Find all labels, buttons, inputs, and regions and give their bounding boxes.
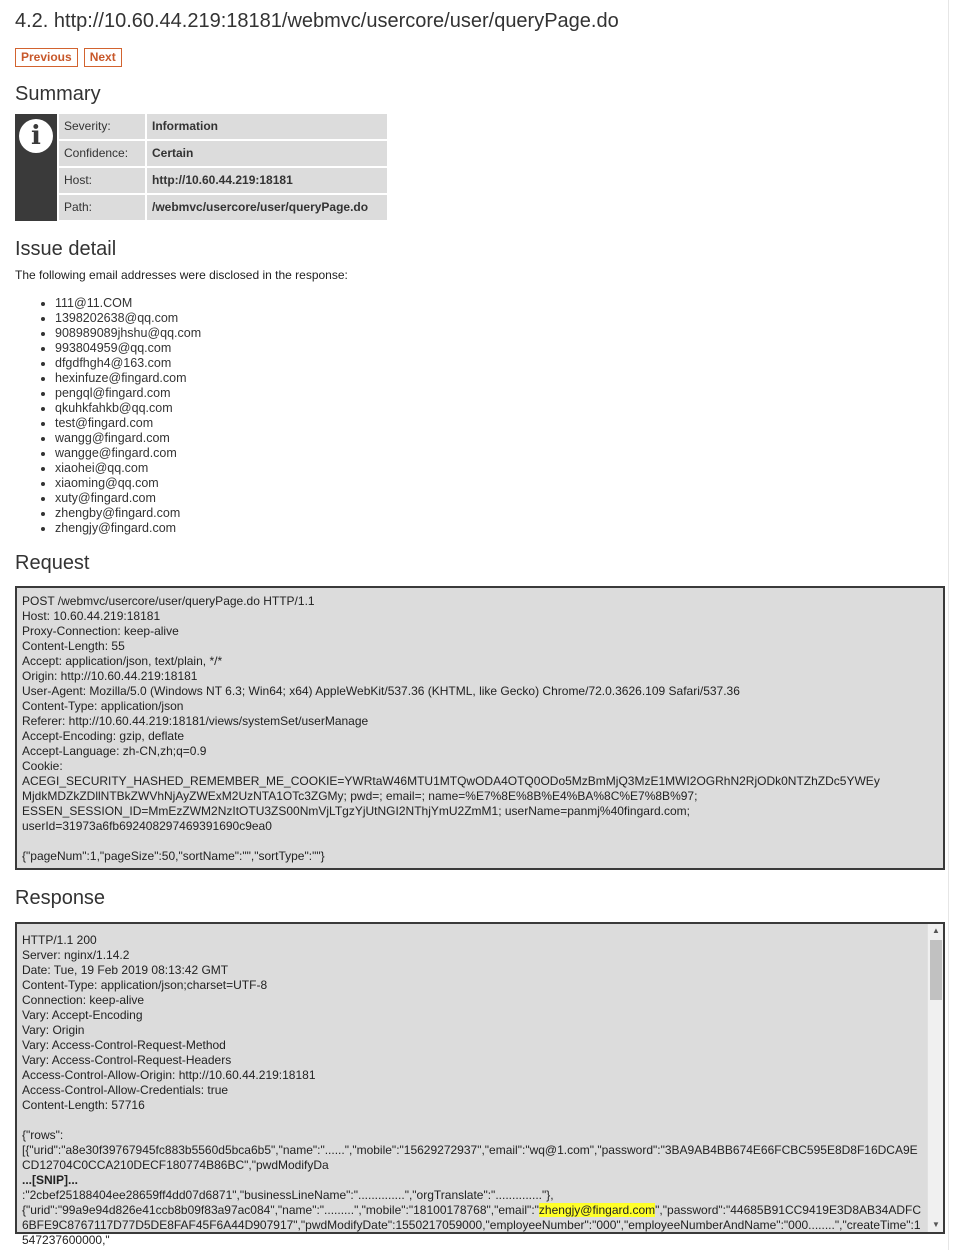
info-icon: i — [19, 119, 53, 153]
list-item: • 993804959@qq.com — [55, 341, 201, 356]
request-panel[interactable] — [15, 586, 945, 870]
summary-heading: Summary — [15, 83, 101, 105]
list-item: • xiaohei@qq.com — [55, 461, 201, 476]
list-item: • zhengjy@fingard.com — [55, 521, 201, 536]
request-text: POST /webmvc/usercore/user/queryPage.do HTTP/1.1 Host: 10.60.44.219:18181 Proxy-Connection: keep-alive Content-Length: 55 Accept: application/json, text/plain, */* Origin: http://10.60.44.219:18181 User-Agent: Mozilla/5.0 (Windows NT 6.3; Win64; x64) AppleWebKit/537.36 (KHTML, like Gecko) Chrome/72.0.3626.109 Safari/537.36 Content-Type: application/json Referer: http://10.60.44.219:18181/views/systemSet/userManage Accept-Encoding: gzip, deflate Accept-Language: zh-CN,zh;q=0.9 Cookie: ACEGI_SECURITY_HASHED_REMEMBER_ME_COOKIE=YWRtaW46MTU1MTQwODA4OTQ0ODo5MzBmMjQ3MzE1MWI2OGRhN2RjODk0NTZhZDc5YWEy MjdkMDZkZDllNTBkZWVhNjAyZWExM2UzNTA1OTc3ZGMy; pwd=; email=; name=%E7%8E%8B%E4%BA%8C%E7%8B%97; ESSEN_SESSION_ID=MmEzZWM2NzItOTU3ZS00NmVjLTgzYjUtNGI2NThjYmU2ZmM1; userName=panmj%40fingard.com; userId=31973a6fb692408297469391690c9ea0 {"pageNum":1,"pageSize":50,"sortName":"","sortType":""} — [22, 594, 880, 863]
issue-navigation — [15, 48, 128, 67]
highlighted-email: zhengjy@fingard.com — [538, 1203, 656, 1217]
list-item: • wangge@fingard.com — [55, 446, 201, 461]
list-item: • qkuhkfahkb@qq.com — [55, 401, 201, 416]
list-item: • xuty@fingard.com — [55, 491, 201, 506]
snip-marker: ...[SNIP]... — [22, 1173, 79, 1187]
response-body-rest: ","password":"44685B91CC9419E3D8AB34ADFC6BFE9C8767117D77D5DE8FAF45F6A44D907917","pwdModifyDate":1550217059000,"employeeNumber":"000","employeeNumberAndName":"000........","createTime":1547237600000," — [22, 1203, 922, 1247]
summary-label: Confidence: — [59, 141, 145, 166]
list-item: • test@fingard.com — [55, 416, 201, 431]
scroll-down-arrow-icon[interactable]: ▼ — [932, 1220, 940, 1229]
request-heading: Request — [15, 552, 90, 574]
list-item: • zhengby@fingard.com — [55, 506, 201, 521]
issue-detail-heading: Issue detail — [15, 238, 117, 260]
response-panel[interactable] — [15, 922, 945, 1247]
previous-button[interactable]: Previous — [15, 48, 78, 67]
summary-value: http://10.60.44.219:18181 — [147, 168, 387, 193]
list-item: • pengql@fingard.com — [55, 386, 201, 401]
issue-title: 4.2. http://10.60.44.219:18181/webmvc/usercore/user/queryPage.do — [15, 10, 619, 32]
scroll-up-arrow-icon[interactable]: ▲ — [932, 926, 940, 935]
list-item: • 1398202638@qq.com — [55, 311, 201, 326]
page-right-border — [948, 0, 949, 1250]
list-item: • 111@11.COM — [55, 296, 201, 311]
next-button[interactable]: Next — [84, 48, 122, 67]
summary-value: Information — [147, 114, 387, 139]
summary-label: Severity: — [59, 114, 145, 139]
response-text — [22, 933, 923, 1248]
list-item: • wangg@fingard.com — [55, 431, 201, 446]
response-headers: HTTP/1.1 200 Server: nginx/1.14.2 Date: Tue, 19 Feb 2019 08:13:42 GMT Content-Type: application/json;charset=UTF-8 Connection: keep-alive Vary: Accept-Encoding Vary: Origin Vary: Access-Control-Request-Method Vary: Access-Control-Request-Headers Access-Control-Allow-Origin: http://10.60.44.219:18181 Access-Control-Allow-Credentials: true Content-Length: 57716 {"rows": [{"urid":"a8e30f39767945fc883b5560d5bca6b5","name":"......","mobile":"15629272937","email":"wq@1.com","password":"3BA9AB4BB674E66FCBC595E8D8F16DCA9ECD12704C0CCA210DECF180774B86BC","pwdModifyDa — [22, 933, 918, 1172]
summary-value: /webmvc/usercore/user/queryPage.do — [147, 195, 387, 220]
scrollbar-thumb[interactable] — [930, 940, 942, 1000]
response-scrollbar[interactable] — [927, 924, 943, 1232]
summary-label: Path: — [59, 195, 145, 220]
list-item: • xiaoming@qq.com — [55, 476, 201, 491]
issue-detail-intro: The following email addresses were disclosed in the response: — [15, 268, 348, 282]
response-heading: Response — [15, 887, 106, 909]
email-list — [15, 296, 201, 536]
list-item: • hexinfuze@fingard.com — [55, 371, 201, 386]
summary-label: Host: — [59, 168, 145, 193]
summary-value: Certain — [147, 141, 387, 166]
response-body: :"2cbef25188404ee28659ff4dd07d6871","businessLineName":"..............","orgTranslate":".............."}, {"urid":"99a9e94d826e41ccb8b09f83a97ac084","name":".........","mobile":"18100178768","email":" — [22, 1188, 554, 1217]
severity-bar — [15, 114, 57, 221]
list-item: • dfgdfhgh4@163.com — [55, 356, 201, 371]
list-item: • 908989089jhshu@qq.com — [55, 326, 201, 341]
